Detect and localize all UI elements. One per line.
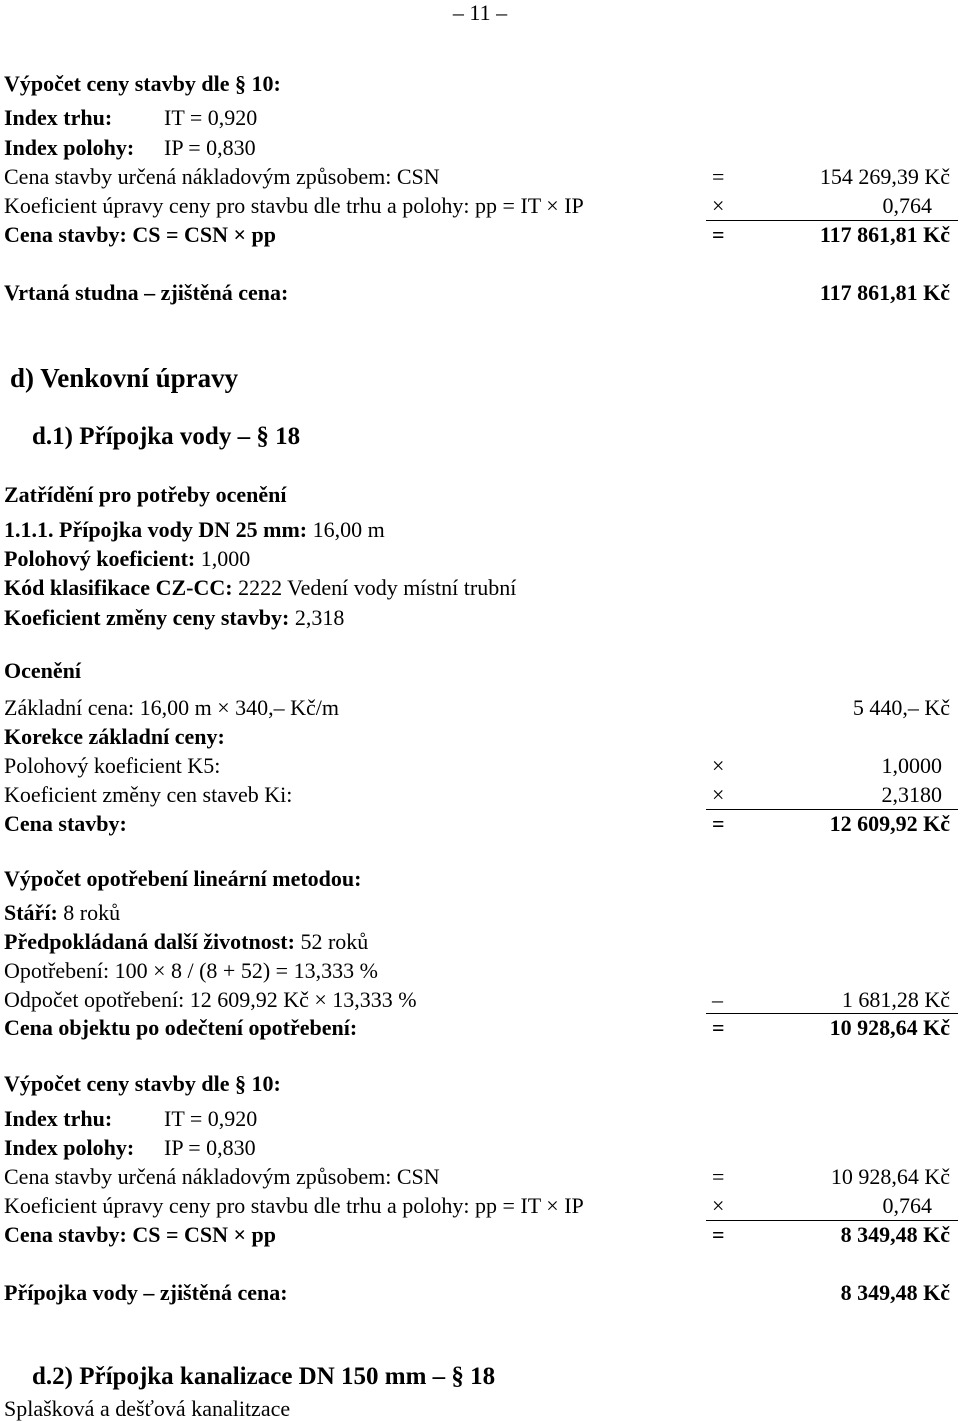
- zivotnost-label: Předpokládaná další životnost:: [4, 929, 295, 954]
- block2-final-value: 8 349,48 Kč: [840, 1280, 950, 1305]
- korekce-title: Korekce základní ceny:: [4, 724, 225, 749]
- cena-label: Cena stavby:: [4, 811, 127, 836]
- section-d2-heading: d.2) Přípojka kanalizace DN 150 mm – § 18: [32, 1363, 496, 1390]
- block2-pp-value: 0,764: [882, 1193, 932, 1218]
- section-d-heading: d) Venkovní úpravy: [10, 363, 239, 393]
- k5-op: ×: [712, 753, 725, 778]
- oceneni-title: Ocenění: [4, 658, 81, 683]
- stari-label: Stáří:: [4, 900, 58, 925]
- block1-cs-op: =: [712, 222, 725, 247]
- index-trhu-value: IT = 0,920: [164, 105, 258, 130]
- k5-label: Polohový koeficient K5:: [4, 753, 221, 778]
- odpocet-value: 1 681,28 Kč: [841, 987, 950, 1012]
- section-d2-subtitle: Splašková a dešťová kanalitzace: [4, 1396, 291, 1421]
- block2-title: Výpočet ceny stavby dle § 10:: [4, 1071, 281, 1096]
- block2-csn-value: 10 928,64 Kč: [830, 1164, 950, 1189]
- stari-value: 8 roků: [63, 900, 121, 925]
- block1-csn-value: 154 269,39 Kč: [819, 164, 950, 189]
- block2-cs-value: 8 349,48 Kč: [840, 1222, 950, 1247]
- block2-cs-label: Cena stavby: CS = CSN × pp: [4, 1222, 277, 1247]
- block2-csn-label: Cena stavby určená nákladovým způsobem: CSN: [4, 1164, 440, 1189]
- block2-csn-op: =: [712, 1164, 725, 1189]
- block1-pp-value: 0,764: [882, 193, 932, 218]
- zakladni-label: Základní cena: 16,00 m × 340,– Kč/m: [4, 695, 339, 720]
- opotrebeni-title: Výpočet opotřebení lineární metodou:: [4, 866, 362, 891]
- block1-csn-op: =: [712, 164, 725, 189]
- polohovy-line: [4, 548, 250, 570]
- opotrebeni-calc: Opotřebení: 100 × 8 / (8 + 52) = 13,333 %: [4, 958, 378, 983]
- block1-cs-value: 117 861,81 Kč: [819, 222, 950, 247]
- zakladni-value: 5 440,– Kč: [852, 695, 950, 720]
- section-d1-heading: d.1) Přípojka vody – § 18: [32, 423, 301, 450]
- ki-label: Koeficient změny cen staveb Ki:: [4, 782, 293, 807]
- cena-value: 12 609,92 Kč: [829, 811, 950, 836]
- block1-final-value: 117 861,81 Kč: [819, 280, 950, 305]
- kod-line: [4, 577, 516, 599]
- k5-value: 1,0000: [881, 753, 942, 778]
- block1-sum-rule: [706, 220, 958, 221]
- block2-final-label: Přípojka vody – zjištěná cena:: [4, 1280, 288, 1305]
- kod-label: Kód klasifikace CZ-CC:: [4, 575, 233, 600]
- odpocet-sum-rule: [706, 1013, 958, 1014]
- block1-cs-label: Cena stavby: CS = CSN × pp: [4, 222, 277, 247]
- index-polohy-value: IP = 0,830: [164, 1135, 256, 1160]
- odpocet-op: –: [712, 987, 723, 1012]
- block2-pp-op: ×: [712, 1193, 725, 1218]
- odpocet-label: Odpočet opotřebení: 12 609,92 Kč × 13,333 %: [4, 987, 417, 1012]
- block1-index-trhu: [4, 105, 258, 130]
- index-polohy-label: Index polohy:: [4, 135, 135, 160]
- block2-index-polohy: [4, 1135, 256, 1160]
- kod-value: 2222 Vedení vody místní trubní: [238, 575, 517, 600]
- korekce-sum-rule: [706, 809, 958, 810]
- po-odecteni-value: 10 928,64 Kč: [829, 1015, 950, 1040]
- index-polohy-value: IP = 0,830: [164, 135, 256, 160]
- block2-index-trhu: [4, 1106, 258, 1131]
- block1-index-polohy: [4, 135, 256, 160]
- koef-value: 2,318: [294, 605, 345, 630]
- koef-line: [4, 607, 344, 629]
- item-label: 1.1.1. Přípojka vody DN 25 mm:: [4, 517, 308, 542]
- block2-sum-rule: [706, 1220, 958, 1221]
- block2-pp-label: Koeficient úpravy ceny pro stavbu dle trhu a polohy: pp = IT × IP: [4, 1193, 584, 1218]
- zivotnost-value: 52 roků: [300, 929, 369, 954]
- classification-title: Zatřídění pro potřeby ocenění: [4, 482, 287, 507]
- page-number: – 11 –: [452, 0, 508, 25]
- block1-csn-label: Cena stavby určená nákladovým způsobem: CSN: [4, 164, 440, 189]
- zivotnost-line: [4, 931, 368, 953]
- cena-op: =: [712, 811, 725, 836]
- index-trhu-label: Index trhu:: [4, 1106, 113, 1131]
- index-trhu-label: Index trhu:: [4, 105, 113, 130]
- item-value: 16,00 m: [312, 517, 385, 542]
- po-odecteni-op: =: [712, 1015, 725, 1040]
- koef-label: Koeficient změny ceny stavby:: [4, 605, 290, 630]
- block1-pp-label: Koeficient úpravy ceny pro stavbu dle trhu a polohy: pp = IT × IP: [4, 193, 584, 218]
- ki-op: ×: [712, 782, 725, 807]
- polohovy-value: 1,000: [200, 546, 251, 571]
- item-line: [4, 519, 385, 541]
- ki-value: 2,3180: [881, 782, 942, 807]
- stari-line: [4, 902, 120, 924]
- polohovy-label: Polohový koeficient:: [4, 546, 196, 571]
- block1-final-label: Vrtaná studna – zjištěná cena:: [4, 280, 289, 305]
- po-odecteni-label: Cena objektu po odečtení opotřebení:: [4, 1015, 358, 1040]
- index-polohy-label: Index polohy:: [4, 1135, 135, 1160]
- block2-cs-op: =: [712, 1222, 725, 1247]
- block1-pp-op: ×: [712, 193, 725, 218]
- block1-title: Výpočet ceny stavby dle § 10:: [4, 71, 281, 96]
- index-trhu-value: IT = 0,920: [164, 1106, 258, 1131]
